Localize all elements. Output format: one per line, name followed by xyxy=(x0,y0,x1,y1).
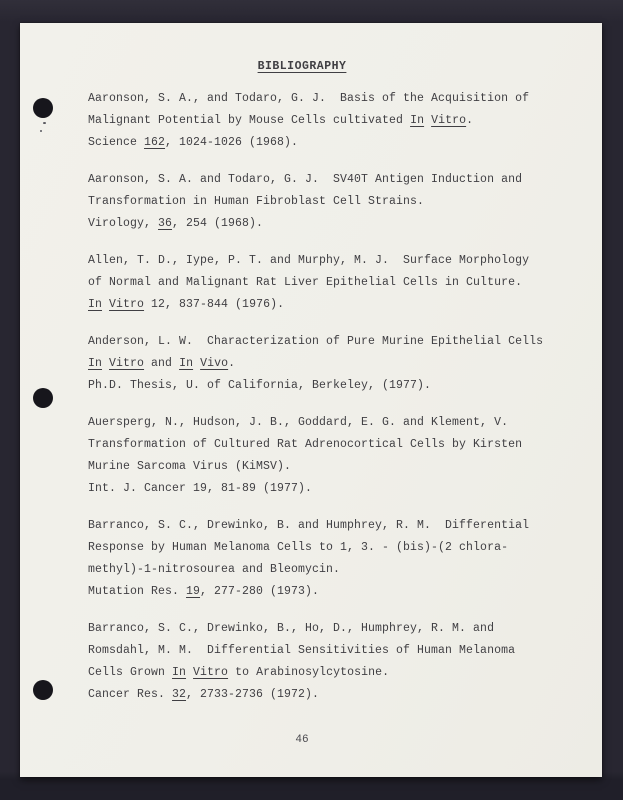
text-segment: , 254 (1968). xyxy=(172,217,264,230)
entry-line xyxy=(88,537,516,559)
bibliography-title: BIBLIOGRAPHY xyxy=(257,60,347,73)
underlined-text: In xyxy=(410,114,425,127)
underlined-text: Vitro xyxy=(193,666,229,679)
text-segment: Mutation Res. xyxy=(88,585,187,598)
underlined-text: 162 xyxy=(144,136,166,149)
text-segment: Barranco, S. C., Drewinko, B., Ho, D., Humphrey, R. M. and xyxy=(88,622,495,635)
entry-line xyxy=(88,515,530,537)
text-segment: Response by Human Melanoma Cells to 1, 3. - (bis)-(2 chlora- xyxy=(88,541,509,554)
entry-line xyxy=(88,412,516,434)
text-segment: to Arabinosylcytosine. xyxy=(228,666,390,679)
entry-line xyxy=(88,640,516,662)
entry-line xyxy=(88,294,516,316)
text-segment: methyl)-1-nitrosourea and Bleomycin. xyxy=(88,563,341,576)
text-segment xyxy=(102,298,109,311)
entry-line xyxy=(88,662,516,684)
entry-line xyxy=(88,331,544,353)
bibliography-entry xyxy=(88,618,516,706)
text-segment: Romsdahl, M. M. Differential Sensitivities of Human Melanoma xyxy=(88,644,516,657)
entry-line xyxy=(88,375,516,397)
text-segment: Science xyxy=(88,136,145,149)
entry-line xyxy=(88,456,516,478)
text-segment: Int. J. Cancer 19, 81-89 (1977). xyxy=(88,482,313,495)
text-segment: 12, 837-844 (1976). xyxy=(144,298,285,311)
entry-line xyxy=(88,581,516,603)
text-segment: Ph.D. Thesis, U. of California, Berkeley, (1977). xyxy=(88,379,432,392)
underlined-text: 36 xyxy=(158,217,173,230)
text-segment: Murine Sarcoma Virus (KiMSV). xyxy=(88,460,292,473)
bibliography-entry xyxy=(88,412,523,500)
text-segment: , 1024-1026 (1968). xyxy=(165,136,299,149)
text-segment: and xyxy=(144,357,180,370)
bibliography-entry xyxy=(88,250,530,316)
entry-line xyxy=(88,272,523,294)
text-segment: Transformation in Human Fibroblast Cell Strains. xyxy=(88,195,425,208)
entry-line xyxy=(88,88,530,110)
entry-line xyxy=(88,434,523,456)
entry-line xyxy=(88,618,516,640)
text-segment: Transformation of Cultured Rat Adrenocortical Cells by Kirsten xyxy=(88,438,523,451)
text-segment xyxy=(186,666,193,679)
bibliography-entry xyxy=(88,88,530,154)
text-segment: . xyxy=(466,114,474,127)
text-segment: , 2733-2736 (1972). xyxy=(186,688,320,701)
text-segment: , 277-280 (1973). xyxy=(200,585,320,598)
text-segment: Aaronson, S. A., and Todaro, G. J. Basis of the Acquisition of xyxy=(88,92,530,105)
text-segment: Allen, T. D., Iype, P. T. and Murphy, M. J. Surface Morphology xyxy=(88,254,530,267)
text-segment: Anderson, L. W. Characterization of Pure Murine Epithelial Cells xyxy=(88,335,544,348)
entry-line xyxy=(88,353,516,375)
underlined-text: 19 xyxy=(186,585,201,598)
bibliography-entry xyxy=(88,515,530,603)
text-segment: Aaronson, S. A. and Todaro, G. J. SV40T Antigen Induction and xyxy=(88,173,523,186)
text-segment: Virology, xyxy=(88,217,159,230)
text-segment: Cells Grown xyxy=(88,666,173,679)
underlined-text: Vitro xyxy=(109,298,145,311)
entry-line xyxy=(88,191,516,213)
bibliography-entry xyxy=(88,169,523,235)
text-segment: Auersperg, N., Hudson, J. B., Goddard, E. G. and Klement, V. xyxy=(88,416,509,429)
entry-line xyxy=(88,132,516,154)
entry-line xyxy=(88,169,523,191)
underlined-text: Vitro xyxy=(431,114,467,127)
underlined-text: In xyxy=(172,666,187,679)
underlined-text: 32 xyxy=(172,688,187,701)
underlined-text: In xyxy=(179,357,194,370)
bibliography-entry xyxy=(88,331,544,397)
entry-line xyxy=(88,684,516,706)
entry-line xyxy=(88,110,516,132)
entry-line xyxy=(88,559,516,581)
page-content xyxy=(20,23,602,751)
underlined-text: In xyxy=(88,298,103,311)
underlined-text: In xyxy=(88,357,103,370)
bibliography-entries xyxy=(88,88,544,706)
entry-line xyxy=(88,213,516,235)
underlined-text: Vivo xyxy=(200,357,229,370)
text-segment xyxy=(102,357,109,370)
text-segment: Malignant Potential by Mouse Cells cultivated xyxy=(88,114,411,127)
entry-line xyxy=(88,478,516,500)
scanned-page xyxy=(20,23,602,777)
text-segment: Cancer Res. xyxy=(88,688,173,701)
text-segment: of Normal and Malignant Rat Liver Epithelial Cells in Culture. xyxy=(88,276,523,289)
text-segment: Barranco, S. C., Drewinko, B. and Humphrey, R. M. Differential xyxy=(88,519,530,532)
entry-line xyxy=(88,250,530,272)
underlined-text: Vitro xyxy=(109,357,145,370)
page-number: 46 xyxy=(295,734,309,746)
text-segment: . xyxy=(228,357,236,370)
